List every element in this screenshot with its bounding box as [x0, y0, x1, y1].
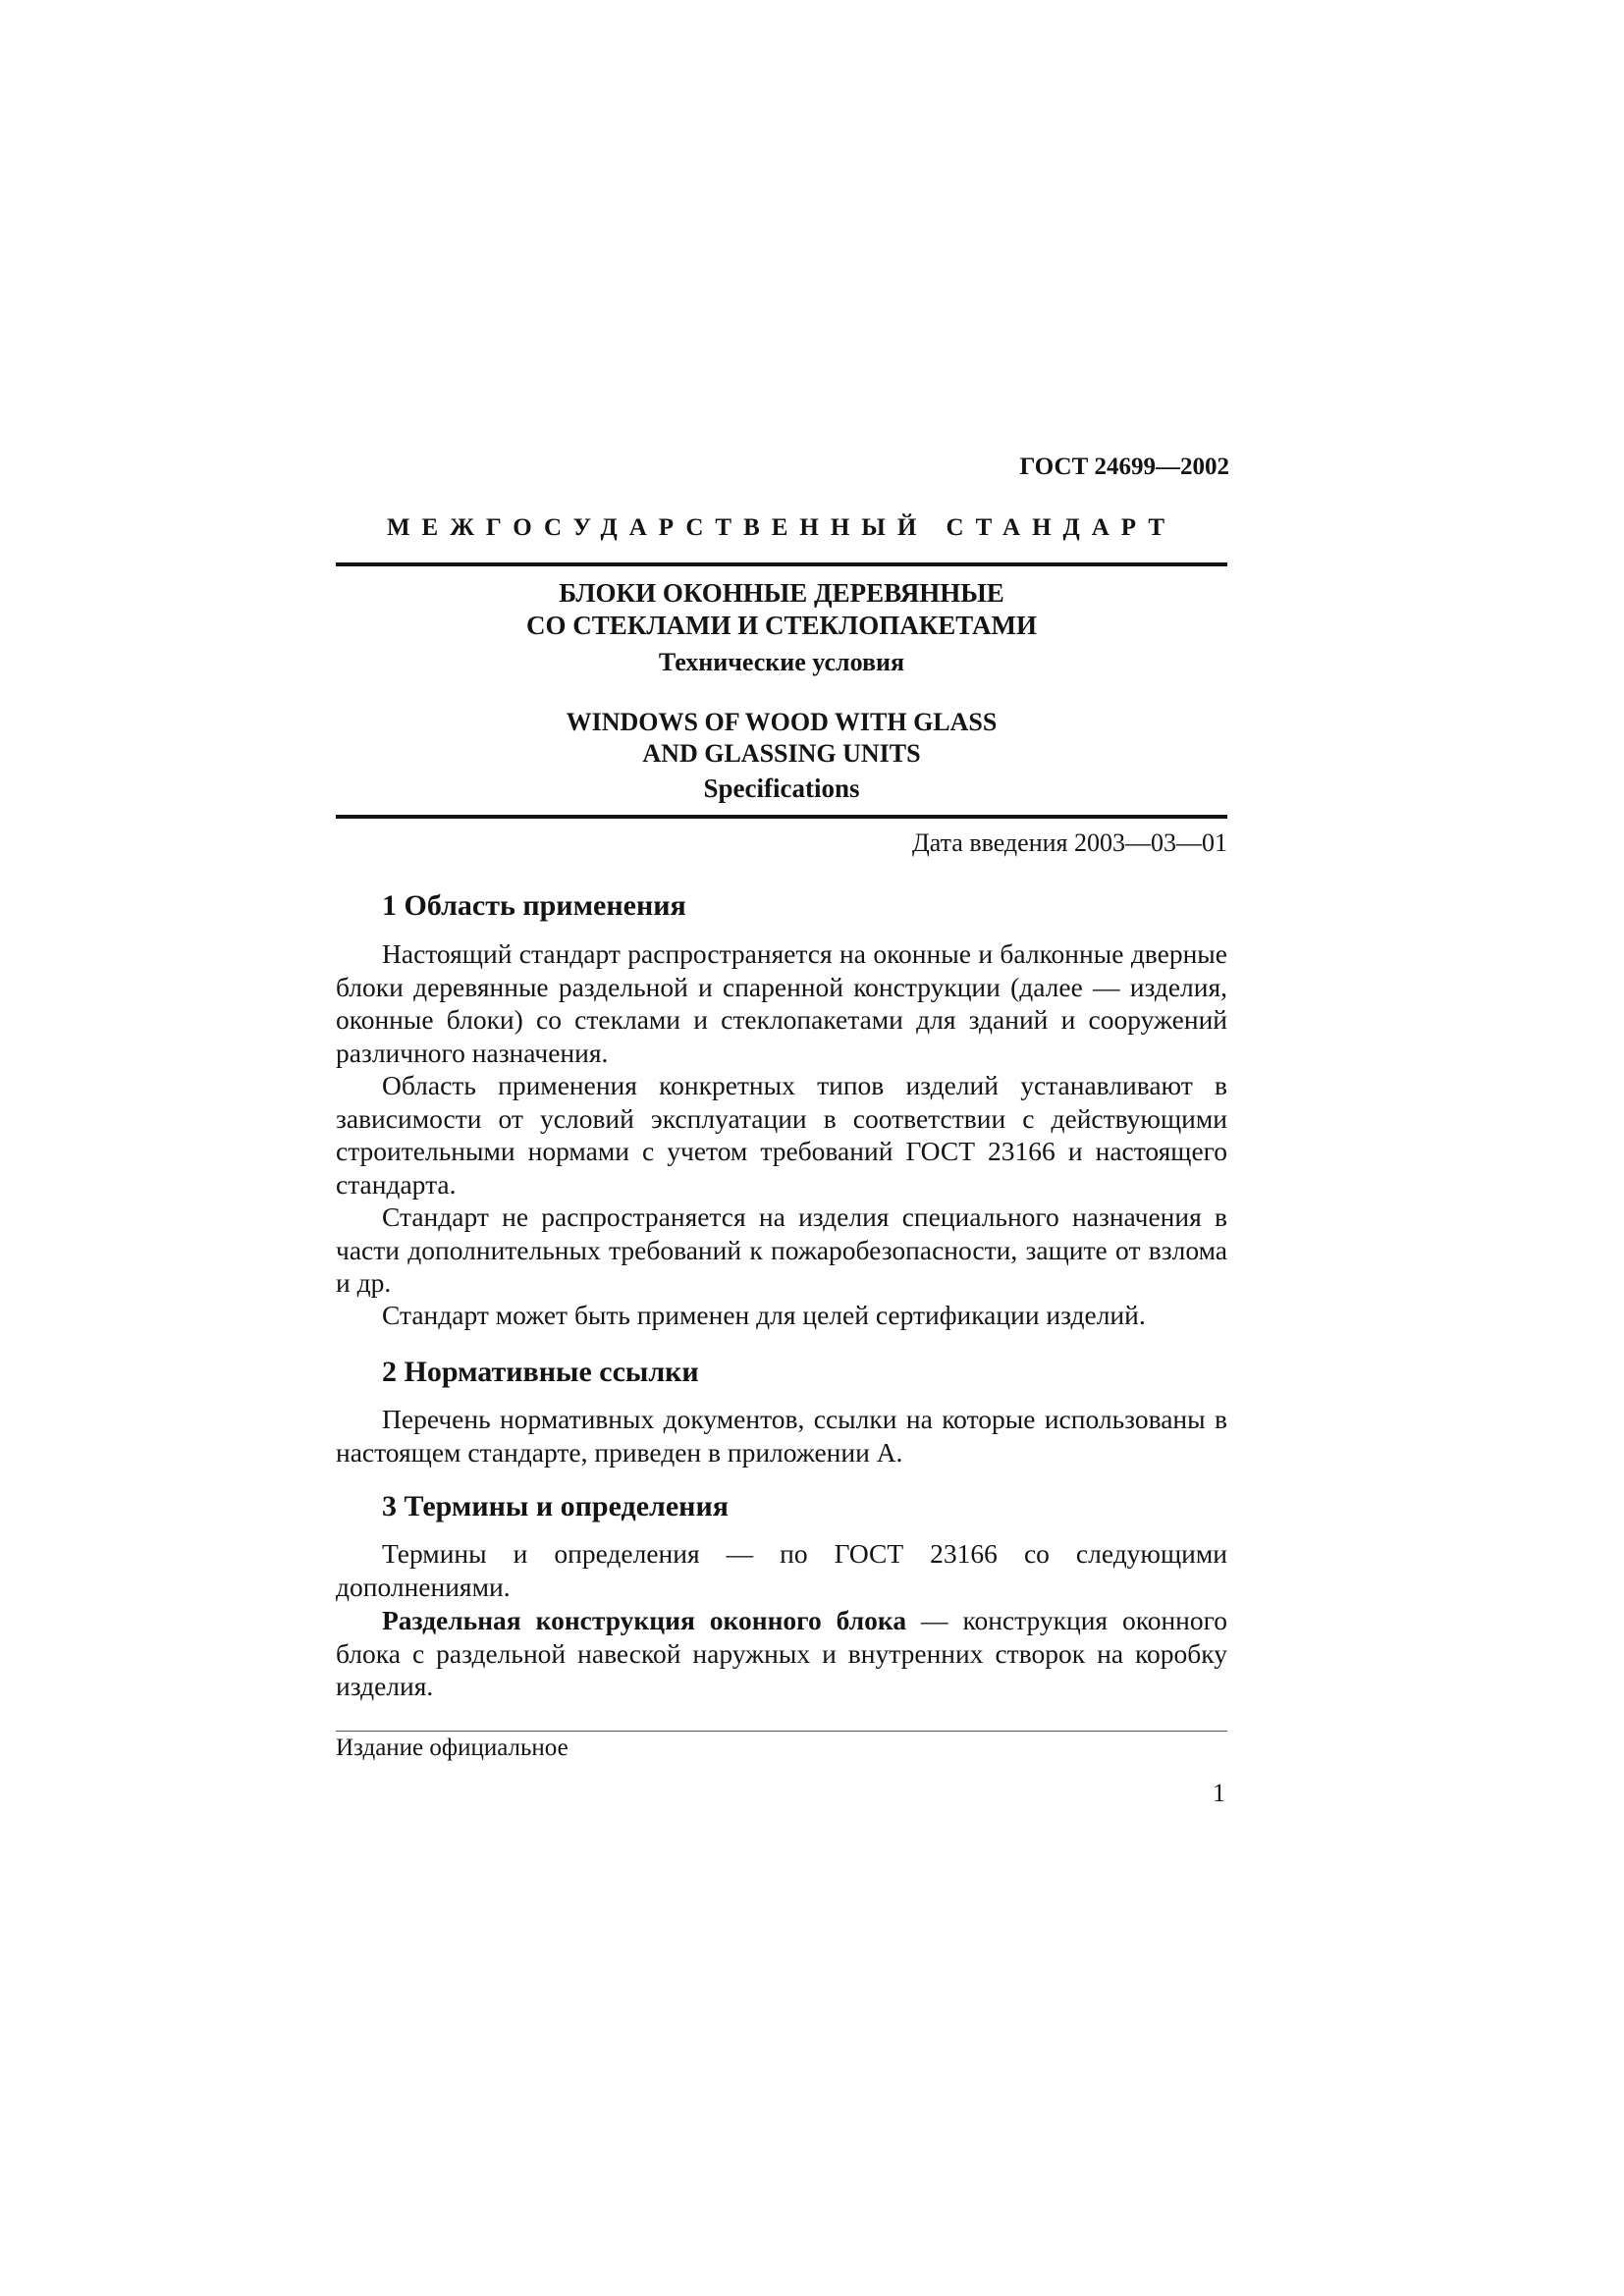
title-en-line2: AND GLASSING UNITS: [642, 739, 921, 768]
document-number: ГОСТ 24699—2002: [1019, 454, 1229, 480]
title-ru-line2: СО СТЕКЛАМИ И СТЕКЛОПАКЕТАМИ: [526, 611, 1037, 640]
subtitle-ru: Технические условия: [658, 648, 905, 676]
section-1-heading: 1 Область применения: [382, 889, 686, 922]
page-number: 1: [1213, 1779, 1225, 1807]
term-separate-construction: Раздельная конструкция оконного блока: [382, 1605, 907, 1635]
title-en-line1: WINDOWS OF WOOD WITH GLASS: [566, 708, 998, 736]
section-1-paragraph-4: Стандарт может быть применен для целей сертификации изделий.: [382, 1300, 1146, 1330]
section-1-paragraph-3: Стандарт не распространяется на изделия специального назначения в части дополнительных требований к пожаробезопасности, защите от взлома и др.: [336, 1201, 1227, 1298]
section-2-heading: 2 Нормативные ссылки: [382, 1356, 699, 1388]
subtitle-en: Specifications: [703, 774, 860, 803]
section-3-paragraph-2: [336, 1604, 1227, 1703]
title-top-rule: [336, 562, 1227, 566]
title-en: [336, 707, 1227, 770]
edition-note: Издание официальное: [336, 1735, 568, 1761]
intro-date: Дата введения 2003—03—01: [912, 828, 1227, 857]
standard-type-heading: МЕЖГОСУДАРСТВЕННЫЙ СТАНДАРТ: [386, 514, 1177, 541]
term-definition: — конструкция оконного блока с раздельной навеской наружных и внутренних створок на коробку изделия.: [336, 1605, 1227, 1701]
title-ru-line1: БЛОКИ ОКОННЫЕ ДЕРЕВЯННЫЕ: [559, 578, 1004, 608]
section-2-paragraph-1: Перечень нормативных документов, ссылки на которые использованы в настоящем стандарте, приведен в приложении А.: [336, 1404, 1227, 1468]
section-3-heading: 3 Термины и определения: [382, 1490, 729, 1522]
footer-rule: [336, 1731, 1227, 1732]
title-bottom-rule: [336, 815, 1227, 819]
section-1-paragraph-1: Настоящий стандарт распространяется на оконные и балконные дверные блоки деревянные раздельной и спаренной конструкции (далее — изделия, оконные блоки) со стеклами и стеклопакетами для зданий и сооружений различного назначения.: [336, 938, 1227, 1068]
section-3-paragraph-1: Термины и определения — по ГОСТ 23166 со следующими дополнениями.: [336, 1538, 1227, 1602]
title-ru: [336, 577, 1227, 642]
section-1-paragraph-2: Область применения конкретных типов изделий устанавливают в зависимости от условий эксплуатации в соответствии с действующими строительными нормами с учетом требований ГОСТ 23166 и настоящего стандарта.: [336, 1070, 1227, 1200]
